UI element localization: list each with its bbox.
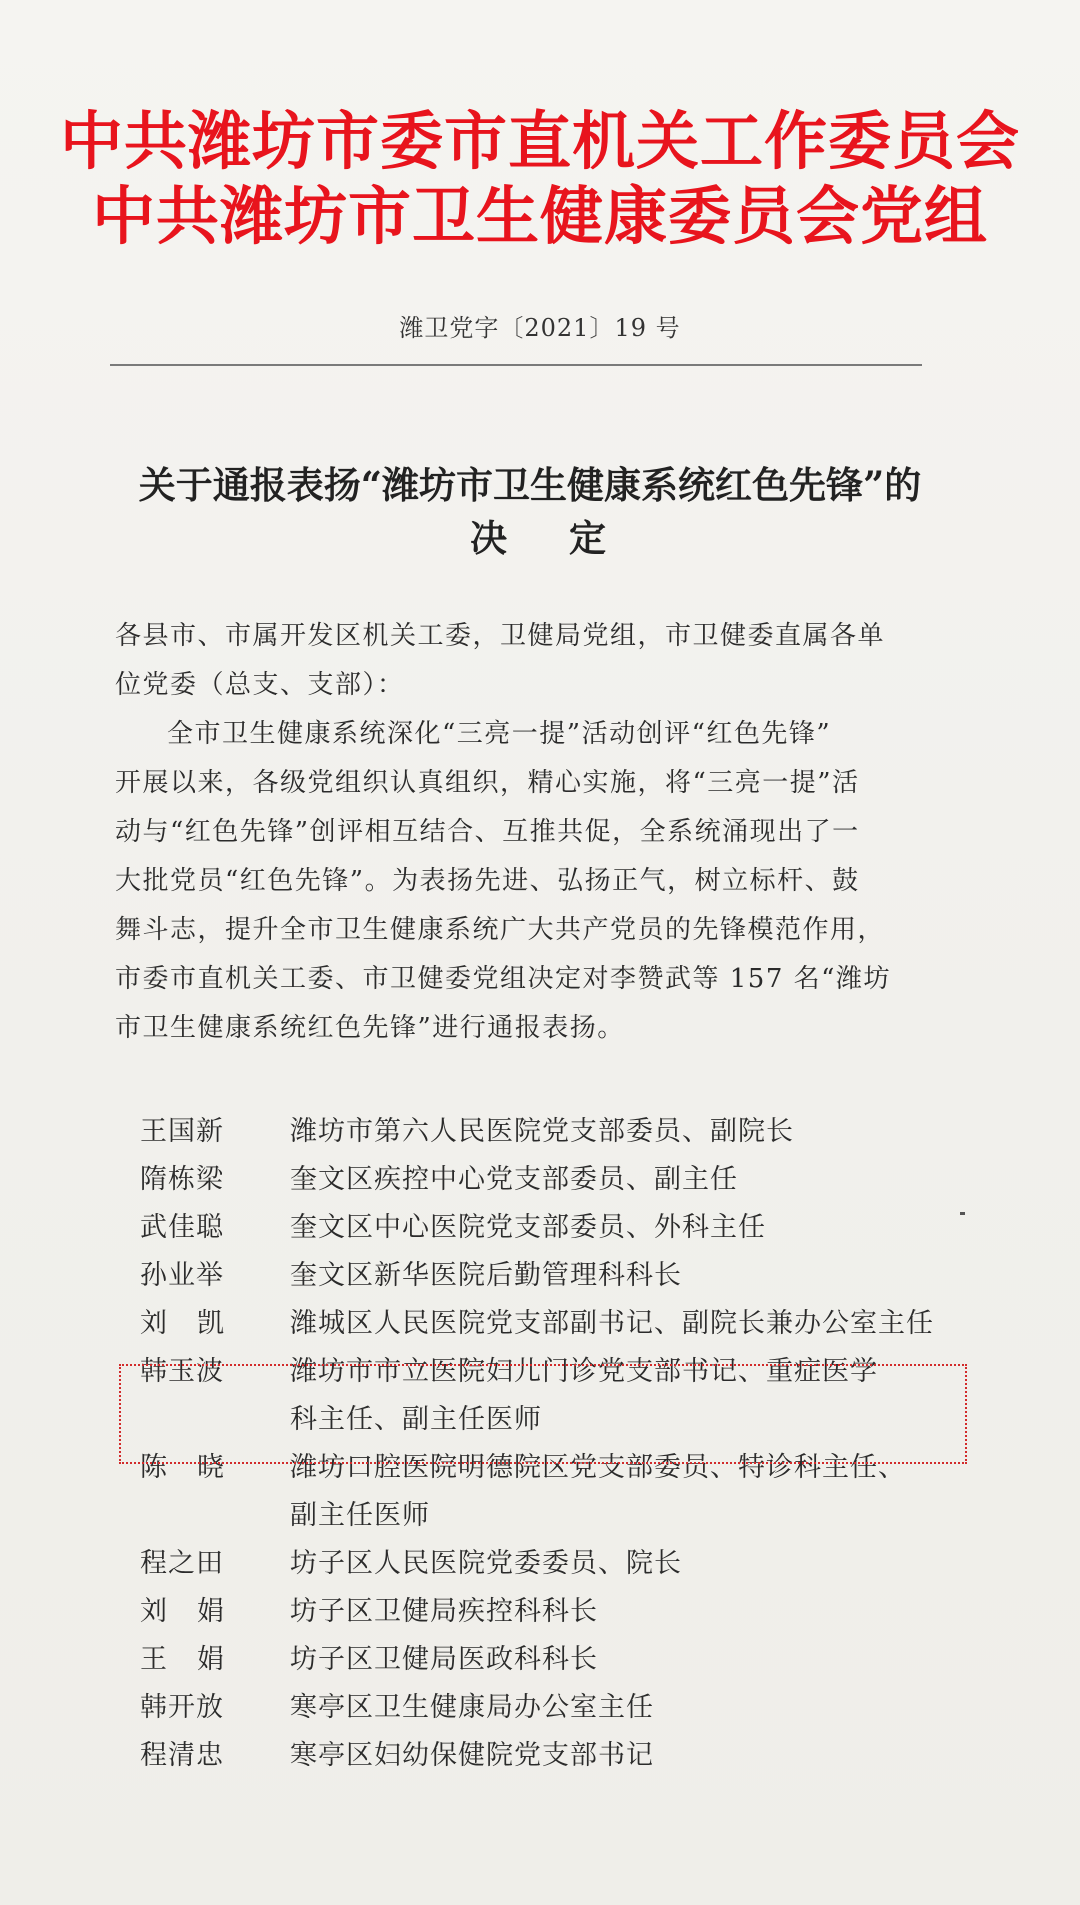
honoree-name: 程之田 bbox=[140, 1548, 224, 1579]
salutation-line: 位党委（总支、支部）： bbox=[115, 670, 405, 700]
body-line: 动与“红色先锋”创评相互结合、互推共促，全系统涌现出了一 bbox=[115, 817, 860, 847]
honoree-position bbox=[290, 1636, 960, 1684]
honoree-position-line: 寒亭区妇幼保健院党支部书记 bbox=[290, 1740, 654, 1771]
honoree-name: 韩开放 bbox=[140, 1692, 224, 1723]
honoree-name: 隋栋梁 bbox=[140, 1164, 224, 1195]
honoree-position-line: 坊子区卫健局医政科科长 bbox=[290, 1644, 598, 1675]
honoree-name: 刘娟 bbox=[140, 1596, 254, 1627]
honoree-row bbox=[140, 1108, 960, 1156]
honoree-row bbox=[140, 1684, 960, 1732]
honoree-position bbox=[290, 1204, 960, 1252]
issuer-header-line-2: 中共潍坊市卫生健康委员会党组 bbox=[92, 179, 988, 253]
honoree-name: 武佳聪 bbox=[140, 1212, 224, 1243]
honoree-position-line: 奎文区疾控中心党支部委员、副主任 bbox=[290, 1164, 738, 1195]
document-title-line-1: 关于通报表扬“潍坊市卫生健康系统红色先锋”的 bbox=[138, 463, 922, 507]
honoree-list bbox=[140, 1108, 960, 1780]
honoree-row bbox=[140, 1732, 960, 1780]
honoree-row bbox=[140, 1636, 960, 1684]
scan-speck bbox=[960, 1212, 965, 1215]
honoree-position bbox=[290, 1348, 960, 1444]
honoree-position-line: 寒亭区卫生健康局办公室主任 bbox=[290, 1692, 654, 1723]
issuer-header-line-1: 中共潍坊市委市直机关工作委员会 bbox=[60, 104, 1020, 178]
honoree-row-highlighted bbox=[140, 1348, 960, 1444]
honoree-row bbox=[140, 1300, 960, 1348]
honoree-position-line: 副主任医师 bbox=[290, 1500, 430, 1531]
honoree-position bbox=[290, 1108, 960, 1156]
body-line: 全市卫生健康系统深化“三亮一提”活动创评“红色先锋” bbox=[167, 719, 832, 749]
honoree-name: 陈晓 bbox=[140, 1452, 254, 1483]
document-number: 潍卫党字〔2021〕19 号 bbox=[399, 314, 681, 342]
honoree-position-line: 潍坊市市立医院妇儿门诊党支部书记、重症医学 bbox=[290, 1356, 878, 1387]
honoree-position bbox=[290, 1540, 960, 1588]
honoree-position-line: 坊子区人民医院党委委员、院长 bbox=[290, 1548, 682, 1579]
honoree-position-line: 奎文区新华医院后勤管理科科长 bbox=[290, 1260, 682, 1291]
honoree-row bbox=[140, 1156, 960, 1204]
body-line: 舞斗志，提升全市卫生健康系统广大共产党员的先锋模范作用， bbox=[115, 915, 886, 945]
honoree-position bbox=[290, 1732, 960, 1780]
honoree-position bbox=[290, 1588, 960, 1636]
honoree-row bbox=[140, 1252, 960, 1300]
body-line: 开展以来，各级党组织认真组织，精心实施，将“三亮一提”活 bbox=[115, 768, 860, 798]
document-title-line-2: 决定 bbox=[470, 516, 668, 560]
honoree-name: 孙业举 bbox=[140, 1260, 224, 1291]
body-paragraph bbox=[115, 710, 965, 1053]
honoree-position-line: 潍坊口腔医院明德院区党支部委员、特诊科主任、 bbox=[290, 1452, 906, 1483]
honoree-row bbox=[140, 1588, 960, 1636]
header-divider bbox=[110, 364, 922, 366]
honoree-name: 韩玉波 bbox=[140, 1356, 224, 1387]
honoree-position-line: 科主任、副主任医师 bbox=[290, 1404, 542, 1435]
honoree-name: 王国新 bbox=[140, 1116, 224, 1147]
honoree-row bbox=[140, 1540, 960, 1588]
honoree-name: 王娟 bbox=[140, 1644, 254, 1675]
honoree-position-line: 坊子区卫健局疾控科科长 bbox=[290, 1596, 598, 1627]
honoree-position bbox=[290, 1252, 960, 1300]
salutation bbox=[115, 612, 955, 710]
honoree-position bbox=[290, 1300, 960, 1348]
body-line: 市卫生健康系统红色先锋”进行通报表扬。 bbox=[115, 1013, 625, 1043]
honoree-position bbox=[290, 1684, 960, 1732]
honoree-name: 刘凯 bbox=[140, 1308, 254, 1339]
honoree-position bbox=[290, 1156, 960, 1204]
honoree-position-line: 潍城区人民医院党支部副书记、副院长兼办公室主任 bbox=[290, 1308, 934, 1339]
honoree-position bbox=[290, 1444, 960, 1540]
honoree-position-line: 奎文区中心医院党支部委员、外科主任 bbox=[290, 1212, 766, 1243]
honoree-position-line: 潍坊市第六人民医院党支部委员、副院长 bbox=[290, 1116, 794, 1147]
honoree-row bbox=[140, 1444, 960, 1540]
body-line: 市委市直机关工委、市卫健委党组决定对李赞武等 157 名“潍坊 bbox=[115, 964, 891, 994]
honoree-row bbox=[140, 1204, 960, 1252]
honoree-name: 程清忠 bbox=[140, 1740, 224, 1771]
body-line: 大批党员“红色先锋”。为表扬先进、弘扬正气，树立标杆、鼓 bbox=[115, 866, 860, 896]
salutation-line: 各县市、市属开发区机关工委，卫健局党组，市卫健委直属各单 bbox=[115, 621, 886, 651]
